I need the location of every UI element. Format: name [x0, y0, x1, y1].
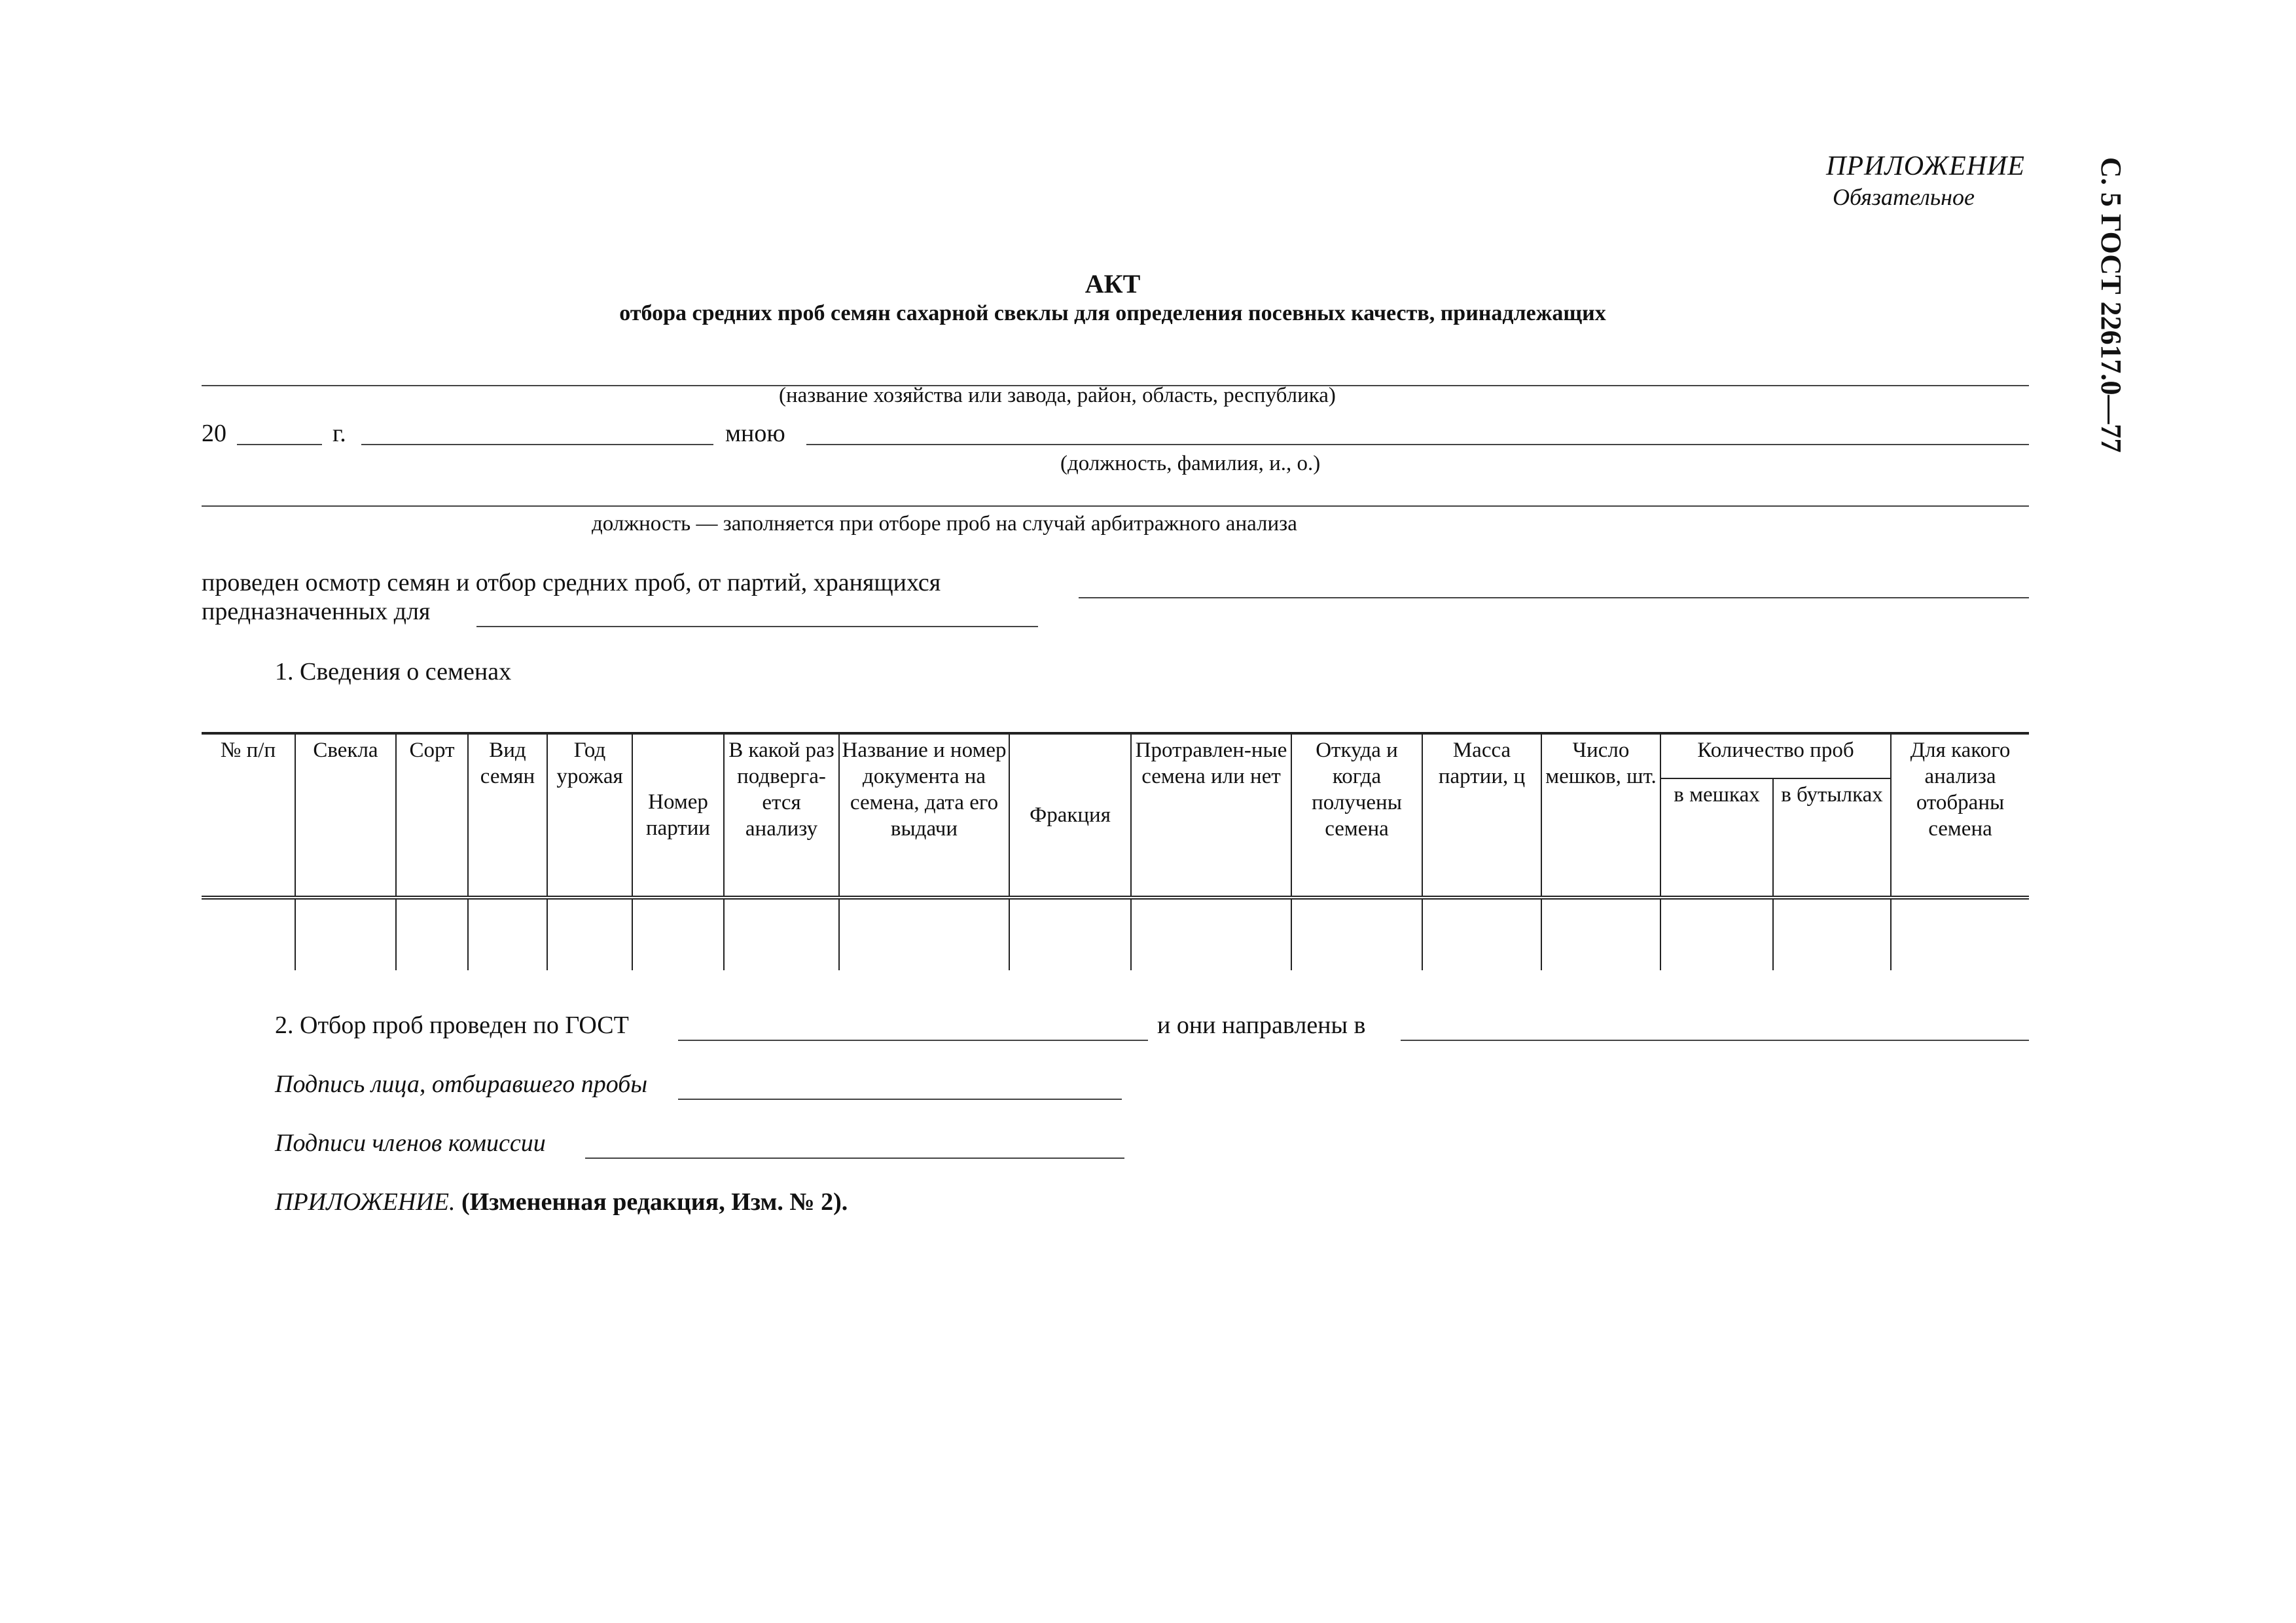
- inspection-text: проведен осмотр семян и отбор средних проб, от партий, хранящихся: [202, 569, 941, 596]
- col-variety: Сорт: [396, 733, 468, 898]
- table-cell[interactable]: [1773, 898, 1891, 970]
- col-bag-count: Число мешков, шт.: [1541, 733, 1660, 898]
- table-cell[interactable]: [547, 898, 632, 970]
- col-batch-mass: Масса партии, ц: [1422, 733, 1541, 898]
- gost-field[interactable]: [678, 1040, 1148, 1041]
- page-reference: С. 5 ГОСТ 22617.0—77: [2095, 157, 2127, 453]
- col-fraction: Фракция: [1009, 733, 1131, 898]
- section1-heading: 1. Сведения о семенах: [275, 658, 512, 685]
- appendix-title: ПРИЛОЖЕНИЕ: [1826, 151, 2025, 181]
- document-title: АКТ: [1085, 269, 1141, 299]
- table-cell[interactable]: [839, 898, 1009, 970]
- section2-text: 2. Отбор проб проведен по ГОСТ: [275, 1012, 629, 1039]
- farm-name-caption: (название хозяйства или завода, район, область, республика): [779, 384, 1336, 407]
- sent-to-label: и они направлены в: [1157, 1012, 1366, 1039]
- year-field[interactable]: [237, 444, 322, 445]
- sent-to-field[interactable]: [1401, 1040, 2029, 1041]
- commission-signature-label: Подписи членов комиссии: [275, 1129, 546, 1157]
- amendment-note: [275, 1188, 848, 1216]
- table-cell[interactable]: [1660, 898, 1773, 970]
- col-in-bottles: в бутылках: [1773, 778, 1891, 898]
- col-treated: Протравлен-ные семена или нет: [1131, 733, 1291, 898]
- table-row: [202, 898, 2029, 970]
- col-origin: Откуда и когда получены семена: [1291, 733, 1422, 898]
- sampler-signature-field[interactable]: [678, 1099, 1122, 1100]
- position-line-2[interactable]: [202, 505, 2029, 507]
- amendment-note-label: ПРИЛОЖЕНИЕ.: [275, 1188, 456, 1216]
- col-analysis-purpose: Для какого анализа отобраны семена: [1891, 733, 2029, 898]
- commission-signature-field[interactable]: [585, 1158, 1124, 1159]
- appendix-type: Обязательное: [1833, 184, 1975, 210]
- position-caption: (должность, фамилия, и., о.): [1060, 452, 1321, 475]
- col-in-bags: в мешках: [1660, 778, 1773, 898]
- intended-for-label: предназначенных для: [202, 598, 431, 625]
- storage-place-field[interactable]: [1079, 597, 2029, 598]
- table-cell[interactable]: [1891, 898, 2029, 970]
- table-cell[interactable]: [396, 898, 468, 970]
- document-subtitle: отбора средних проб семян сахарной свеклы для определения посевных качеств, принадлежащих: [619, 301, 1606, 325]
- year-prefix: 20: [202, 420, 226, 447]
- col-sample-count: Количество проб: [1660, 733, 1891, 778]
- table-cell[interactable]: [1291, 898, 1422, 970]
- seeds-table: [202, 732, 2029, 970]
- col-beet: Свекла: [295, 733, 396, 898]
- table-cell[interactable]: [468, 898, 547, 970]
- col-harvest-year: Год урожая: [547, 733, 632, 898]
- intended-for-field[interactable]: [476, 626, 1038, 627]
- table-cell[interactable]: [632, 898, 724, 970]
- year-suffix: г.: [332, 420, 346, 447]
- col-seed-type: Вид семян: [468, 733, 547, 898]
- col-batch-number: Номер партии: [632, 733, 724, 898]
- col-number: № п/п: [202, 733, 295, 898]
- table-cell[interactable]: [295, 898, 396, 970]
- col-analysis-count: В какой раз подверга-ется анализу: [724, 733, 839, 898]
- table-cell[interactable]: [1541, 898, 1660, 970]
- position-field[interactable]: [806, 444, 2029, 445]
- table-cell[interactable]: [724, 898, 839, 970]
- by-me-label: мною: [725, 420, 785, 447]
- table-cell[interactable]: [202, 898, 295, 970]
- sampler-signature-label: Подпись лица, отбиравшего пробы: [275, 1070, 648, 1098]
- amendment-note-text: (Измененная редакция, Изм. № 2).: [461, 1188, 848, 1216]
- table-cell[interactable]: [1009, 898, 1131, 970]
- table-cell[interactable]: [1422, 898, 1541, 970]
- position-note: должность — заполняется при отборе проб на случай арбитражного анализа: [592, 512, 1297, 536]
- date-field[interactable]: [361, 444, 713, 445]
- table-cell[interactable]: [1131, 898, 1291, 970]
- col-document: Название и номер документа на семена, дата его выдачи: [839, 733, 1009, 898]
